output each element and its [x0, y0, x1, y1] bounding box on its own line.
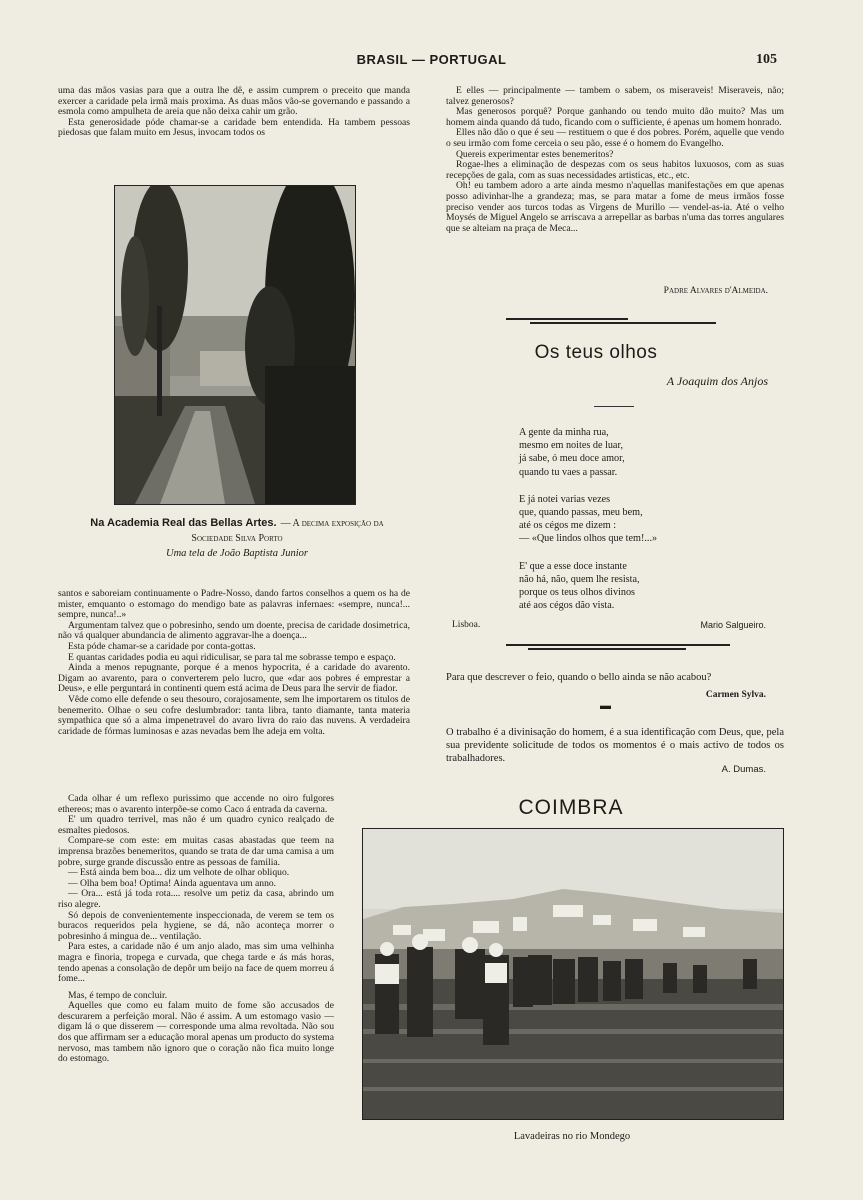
painting-caption	[72, 515, 402, 559]
divider	[506, 318, 628, 320]
poem-line: porque os teus olhos divinos	[519, 587, 636, 599]
poem-body	[519, 426, 759, 612]
quote-carmen-sylva: Para que descrever o feio, quando o bello ainda se não acabou?	[446, 672, 712, 683]
poem-line: quando tu vaes a passar.	[519, 466, 618, 478]
poem-stanza	[519, 426, 759, 479]
left-narrow-text	[58, 794, 334, 1065]
poem-line: E já notei varias vezes	[519, 493, 611, 505]
coimbra-photo	[362, 828, 784, 1120]
washerwomen-river-photo	[363, 829, 783, 1119]
painting-landscape-image	[115, 186, 355, 504]
paragraph: Para estes, a caridade não é um anjo alado, mas sim uma velhinha magra e finoria, tropega e curvada, que chega tarde e ás más horas, tendo apenas a consolação de depôr um beijo na face de quem morreu á fome...	[58, 941, 334, 985]
painting-caption-title: Na Academia Real das Bellas Artes.	[90, 517, 277, 529]
paragraph: Aquelles que como eu falam muito de fome são accusados de descurarem a perfeição moral. Não é assim. A um estomago vasio — digam lá o que disserem — corresponde uma alma revoltada. Não sou dos que affirmam ser a educação moral apenas um producto do systema nervoso, mas tambem não ignoro que o coração não fica muito longe do estomago.	[58, 1000, 334, 1065]
poem-dedication: A Joaquim dos Anjos	[666, 374, 768, 388]
divider	[528, 648, 686, 650]
right-article-text	[446, 86, 784, 234]
paragraph: Esta póde chamar-se a caridade por conta-gottas.	[68, 640, 256, 652]
painting-caption-detail: — A decima exposição da Sociedade Silva Porto	[191, 518, 384, 544]
poem-line: mesmo em noites de luar,	[519, 440, 623, 452]
quote-author: A. Dumas.	[721, 764, 766, 775]
poem-line: E' que a esse doce instante	[519, 560, 627, 572]
article-signature: Padre Alvares d'Almeida.	[663, 286, 768, 296]
painting-image	[114, 185, 356, 505]
paragraph: Ainda a menos repugnante, porque é a menos hypocrita, é a caridade do avarento. Digam ao avarento, para o converterem pelo lucro, que «dar aos pobres é emprestar a Deus», e elle perguntará in continenti quem está acima de Deus para lhe servir de fiador.	[58, 662, 410, 695]
left-intro-text	[58, 86, 410, 139]
poem-place: Lisboa.	[452, 620, 481, 630]
poem-line: até aos cégos dão vista.	[519, 600, 615, 612]
quote-author: Carmen Sylva.	[705, 690, 766, 700]
paragraph: — Ora... está já toda rota.... resolve um petiz da casa, abrindo um riso alegre.	[58, 888, 334, 910]
paragraph: Rogae-lhes a eliminação de despezas com os seus habitos luxuosos, com as suas recepções de gala, com as suas necessidades artisticas, etc., etc.	[446, 159, 784, 181]
coimbra-title: COIMBRA	[518, 796, 624, 819]
paragraph: Mas, é tempo de concluir.	[68, 989, 168, 1001]
poem-line: que, quando passas, meu bem,	[519, 507, 643, 519]
coimbra-caption: Lavadeiras no rio Mondego	[513, 1131, 631, 1142]
paragraph: E elles — principalmente — tambem o sabem, os miseraveis! Miseraveis, não; talvez generosos?	[446, 85, 784, 107]
poem-line: — «Que lindos olhos que tem!...»	[519, 533, 658, 545]
paragraph: Esta generosidade póde chamar-se a caridade bem entendida. Ha tambem pessoas piedosas que falam muito em Jesus, invocam todos os	[58, 116, 410, 139]
paragraph: Mas generosos porquê? Porque ganhando ou tendo muito dão muito? Mas um homem ainda quando dá tudo, ficando com o sufficiente, é apenas um homem honrado.	[446, 106, 784, 128]
poem-author: Mario Salgueiro.	[700, 620, 766, 630]
paragraph: Oh! eu tambem adoro a arte ainda mesmo n'aquellas manifestações em que apenas posso adivinhar-lhe a grandeza; mas, se para matar a fome de meus irmãos fosse preciso vender aos turcos todas as Virgens de Murillo — vendel-as-ia. Até o velho Moysés de Miguel Angelo se arriscava a arrepellar as barbas n'uma das torres angulares que se alteiam na praça de Meca...	[446, 180, 784, 234]
poem-line: já sabe, ó meu doce amor,	[519, 453, 625, 465]
paragraph: — Está ainda bem boa... diz um velhote de olhar obliquo.	[68, 867, 290, 879]
paragraph: E' um quadro terrivel, mas não é um quadro cynico realçado de esmaltes piedosos.	[58, 814, 334, 836]
divider	[530, 322, 716, 324]
paragraph: santos e saboreiam continuamente o Padre-Nosso, dando fartos conselhos a quem os ha de mister, emquanto o estomago do mendigo bate as palavras infernaes: «sempre, nunca!... sempre, nunca!..»	[58, 588, 410, 621]
poem-line: não há, não, quem lhe resista,	[519, 573, 640, 585]
ornament-icon: ▬	[600, 700, 611, 712]
paragraph: Argumentam talvez que o pobresinho, sendo um doente, precisa de caridade dosimetrica, não vá qualquer abundancia de alimento aggravar-lhe a doença...	[58, 619, 410, 642]
poem-stanza	[519, 560, 759, 613]
left-wide-text	[58, 589, 410, 737]
divider	[506, 644, 730, 646]
paragraph: Cada olhar é um reflexo purissimo que accende no oiro fulgores ethereos; mas o avarento interpõe-se como Caco á entrada da caverna.	[58, 793, 334, 815]
page-number: 105	[756, 52, 777, 67]
poem-stanza	[519, 493, 759, 546]
paragraph: — Olha bem boa! Optima! Ainda aguentava um anno.	[68, 877, 277, 889]
poem-title: Os teus olhos	[534, 342, 658, 363]
running-title: BRASIL — PORTUGAL	[356, 52, 507, 67]
divider	[594, 406, 634, 407]
poem-line: até os cégos me dizem :	[519, 520, 617, 532]
paragraph: E quantas caridades podia eu aqui ridiculisar, se para tal me sobrasse tempo e espaço.	[68, 651, 396, 663]
painting-caption-italic: Uma tela de João Baptista Junior	[165, 548, 309, 559]
paragraph: Só depois de convenientemente inspeccionada, de verem se tem os buracos requeridos pela hygiene, se dá, não aconteça morrer o pobresinho á mingua de... ventilação.	[58, 909, 334, 942]
paragraph: Elles não dão o que é seu — restituem o que é dos pobres. Porém, aquelle que vendo o seu irmão com fome cerceia o seu pão, esse é o homem do Evangelho.	[446, 127, 784, 149]
poem-line: A gente da minha rua,	[519, 427, 609, 438]
paragraph: Quereis experimentar estes benemeritos?	[456, 148, 614, 160]
paragraph: Vêde como elle defende o seu thesouro, corajosamente, sem lhe importarem os titulos de benemerito. Olhae o seu cofre deslumbrador: tanta libra, tanto diamante, tanta materia sympathica que só a alma impenetravel do avaro livra do raio das nuvens. A verdadeira caridade de fórmas luminosas e azas nevadas bem lhe adeja em volta.	[58, 693, 410, 737]
paragraph: Compare-se com este: em muitas casas abastadas que teem na imprensa brazões benemeritos, quando se trata de dar uma camisa a um pobre, surge grande discussão entre as pessoas de familia.	[58, 835, 334, 868]
quote-dumas: O trabalho é a divinisação do homem, é a sua identificação com Deus, que, pela sua previdente solicitude de todos os momentos é o mais activo de todos os trabalhadores.	[446, 727, 784, 764]
paragraph: uma das mãos vasias para que a outra lhe dê, e assim cumprem o preceito que manda exercer a caridade pela irmã mais proxima. As duas mãos vão-se governando e passando a esmola como ampulheta de areia que não deixa cahir um grão.	[58, 85, 410, 118]
